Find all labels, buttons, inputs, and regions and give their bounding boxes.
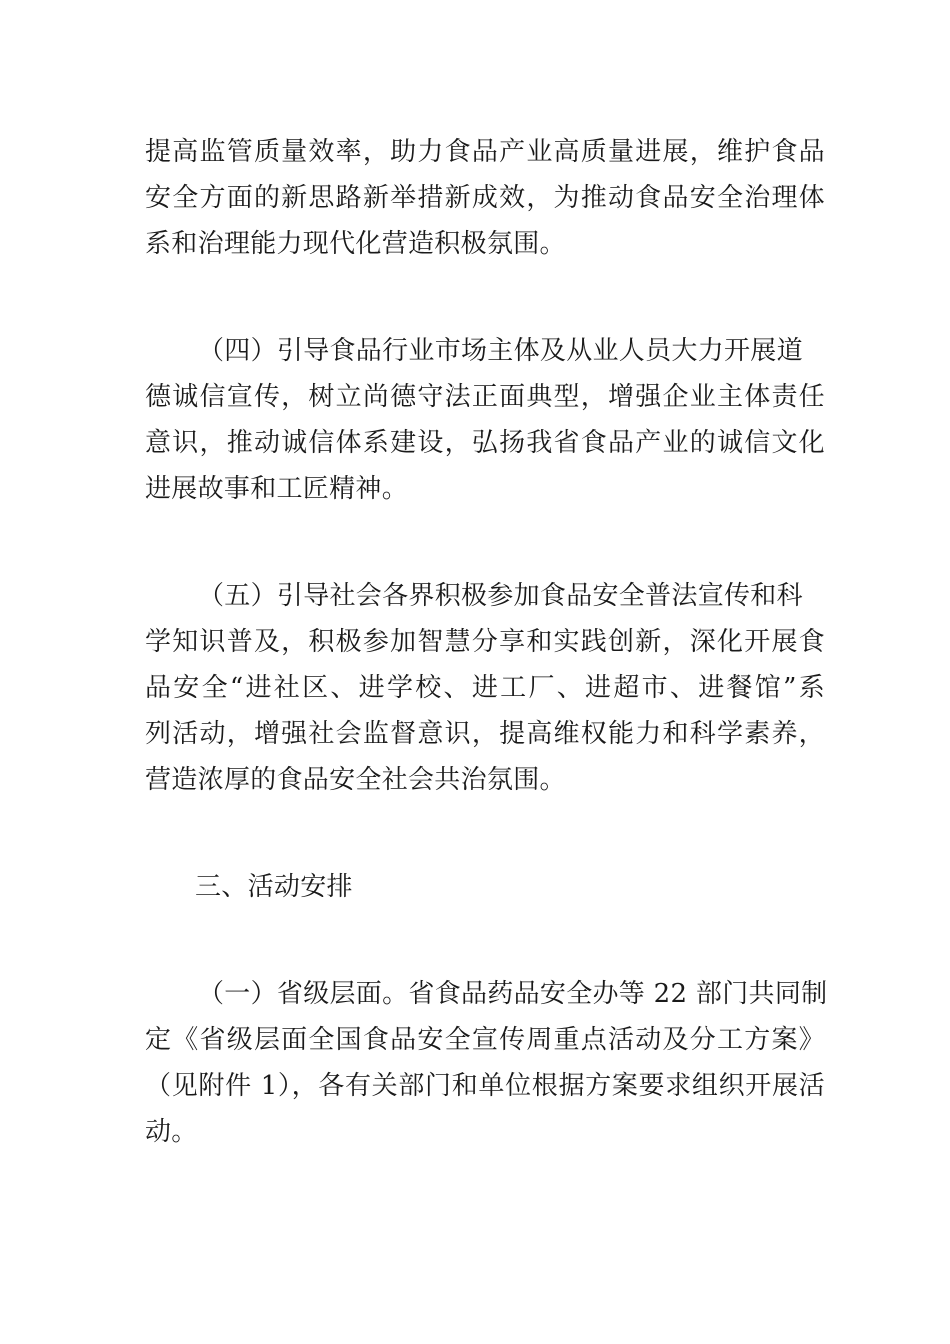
paragraph-1-line-2: 安全方面的新思路新举措新成效，为推动食品安全治理体 <box>145 183 825 213</box>
paragraph-5-line-4: 动。 <box>145 1117 198 1147</box>
paragraph-2-line-4: 进展故事和工匠精神。 <box>145 474 409 504</box>
paragraph-3-line-1: （五）引导社会各界积极参加食品安全普法宣传和科 <box>198 581 803 611</box>
paragraph-1-line-3: 系和治理能力现代化营造积极氛围。 <box>145 229 566 259</box>
section-heading: 三、活动安排 <box>195 872 353 902</box>
paragraph-1-line-1: 提高监管质量效率，助力食品产业高质量进展，维护食品 <box>145 137 825 167</box>
paragraph-5-line-2: 定《省级层面全国食品安全宣传周重点活动及分工方案》 <box>145 1025 825 1055</box>
paragraph-3-line-4: 列活动，增强社会监督意识，提高维权能力和科学素养， <box>145 719 825 749</box>
paragraph-2-line-3: 意识，推动诚信体系建设，弘扬我省食品产业的诚信文化 <box>145 428 825 458</box>
paragraph-3-line-2: 学知识普及，积极参加智慧分享和实践创新，深化开展食 <box>145 627 825 657</box>
paragraph-5-line-3: （见附件 1），各有关部门和单位根据方案要求组织开展活 <box>145 1071 825 1101</box>
paragraph-2-line-2: 德诚信宣传，树立尚德守法正面典型，增强企业主体责任 <box>145 382 825 412</box>
paragraph-3-line-5: 营造浓厚的食品安全社会共治氛围。 <box>145 765 566 795</box>
paragraph-5-line-1: （一）省级层面。省食品药品安全办等 22 部门共同制 <box>198 979 828 1009</box>
paragraph-2-line-1: （四）引导食品行业市场主体及从业人员大力开展道 <box>198 336 803 366</box>
paragraph-3-line-3: 品安全“进社区、进学校、进工厂、进超市、进餐馆”系 <box>145 673 825 703</box>
